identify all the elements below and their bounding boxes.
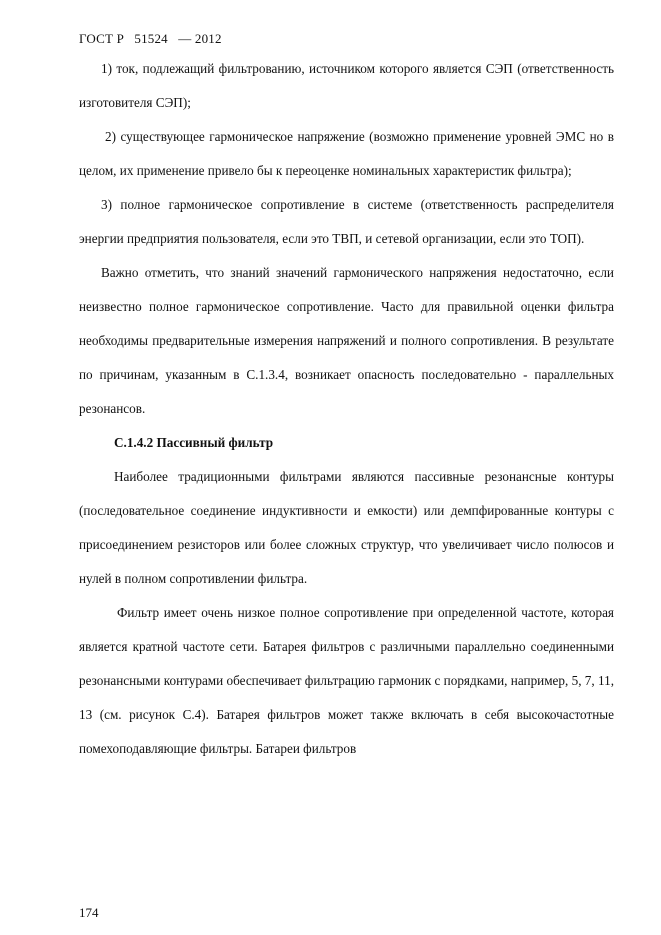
paragraph-passive-filters: Наиболее традиционными фильтрами являются пассивные резонансные контуры (последовательное соединение индуктивности и емкости) или демпфированные контуры с присоединением резисторов или более сложных структур, что увеличивает число полюсов и нулей в полном сопротивлении фильтра. — [79, 469, 614, 586]
paragraph-filter-impedance: Фильтр имеет очень низкое полное сопротивление при определенной частоте, которая является кратной частоте сети. Батарея фильтров с различными параллельно соединенными резонансными контурами обеспечивает фильтрацию гармоник с порядками, например, 5, 7, 11, 13 (см. рисунок С.4). Батарея фильтров может также включать в себя высокочастотные помехоподавляющие фильтры. Батареи фильтров — [79, 605, 614, 756]
list-item-harmonic-impedance: 3) полное гармоническое сопротивление в системе (ответственность распределителя энергии предприятия пользователя, если это ТВП, и сетевой организации, если это ТОП). — [79, 197, 614, 246]
document-header: ГОСТ Р 51524 — 2012 — [79, 31, 222, 46]
paragraph-important-note: Важно отметить, что знаний значений гармонического напряжения недостаточно, если неизвестно полное гармоническое сопротивление. Часто для правильной оценки фильтра необходимы предварительные измерения напряжений и полного сопротивления. В результате по причинам, указанным в С.1.3.4, возникает опасность последовательно - параллельных резонансов. — [79, 265, 614, 416]
section-heading: С.1.4.2 Пассивный фильтр — [114, 435, 274, 450]
list-item-harmonic-voltage: 2) существующее гармоническое напряжение (возможно применение уровней ЭМС но в целом, их применение привело бы к переоценке номинальных характеристик фильтра); — [79, 129, 614, 178]
document-body — [79, 52, 614, 766]
list-item-current: 1) ток, подлежащий фильтрованию, источником которого является СЭП (ответственность изготовителя СЭП); — [79, 61, 614, 110]
page-number: 174 — [79, 905, 99, 920]
